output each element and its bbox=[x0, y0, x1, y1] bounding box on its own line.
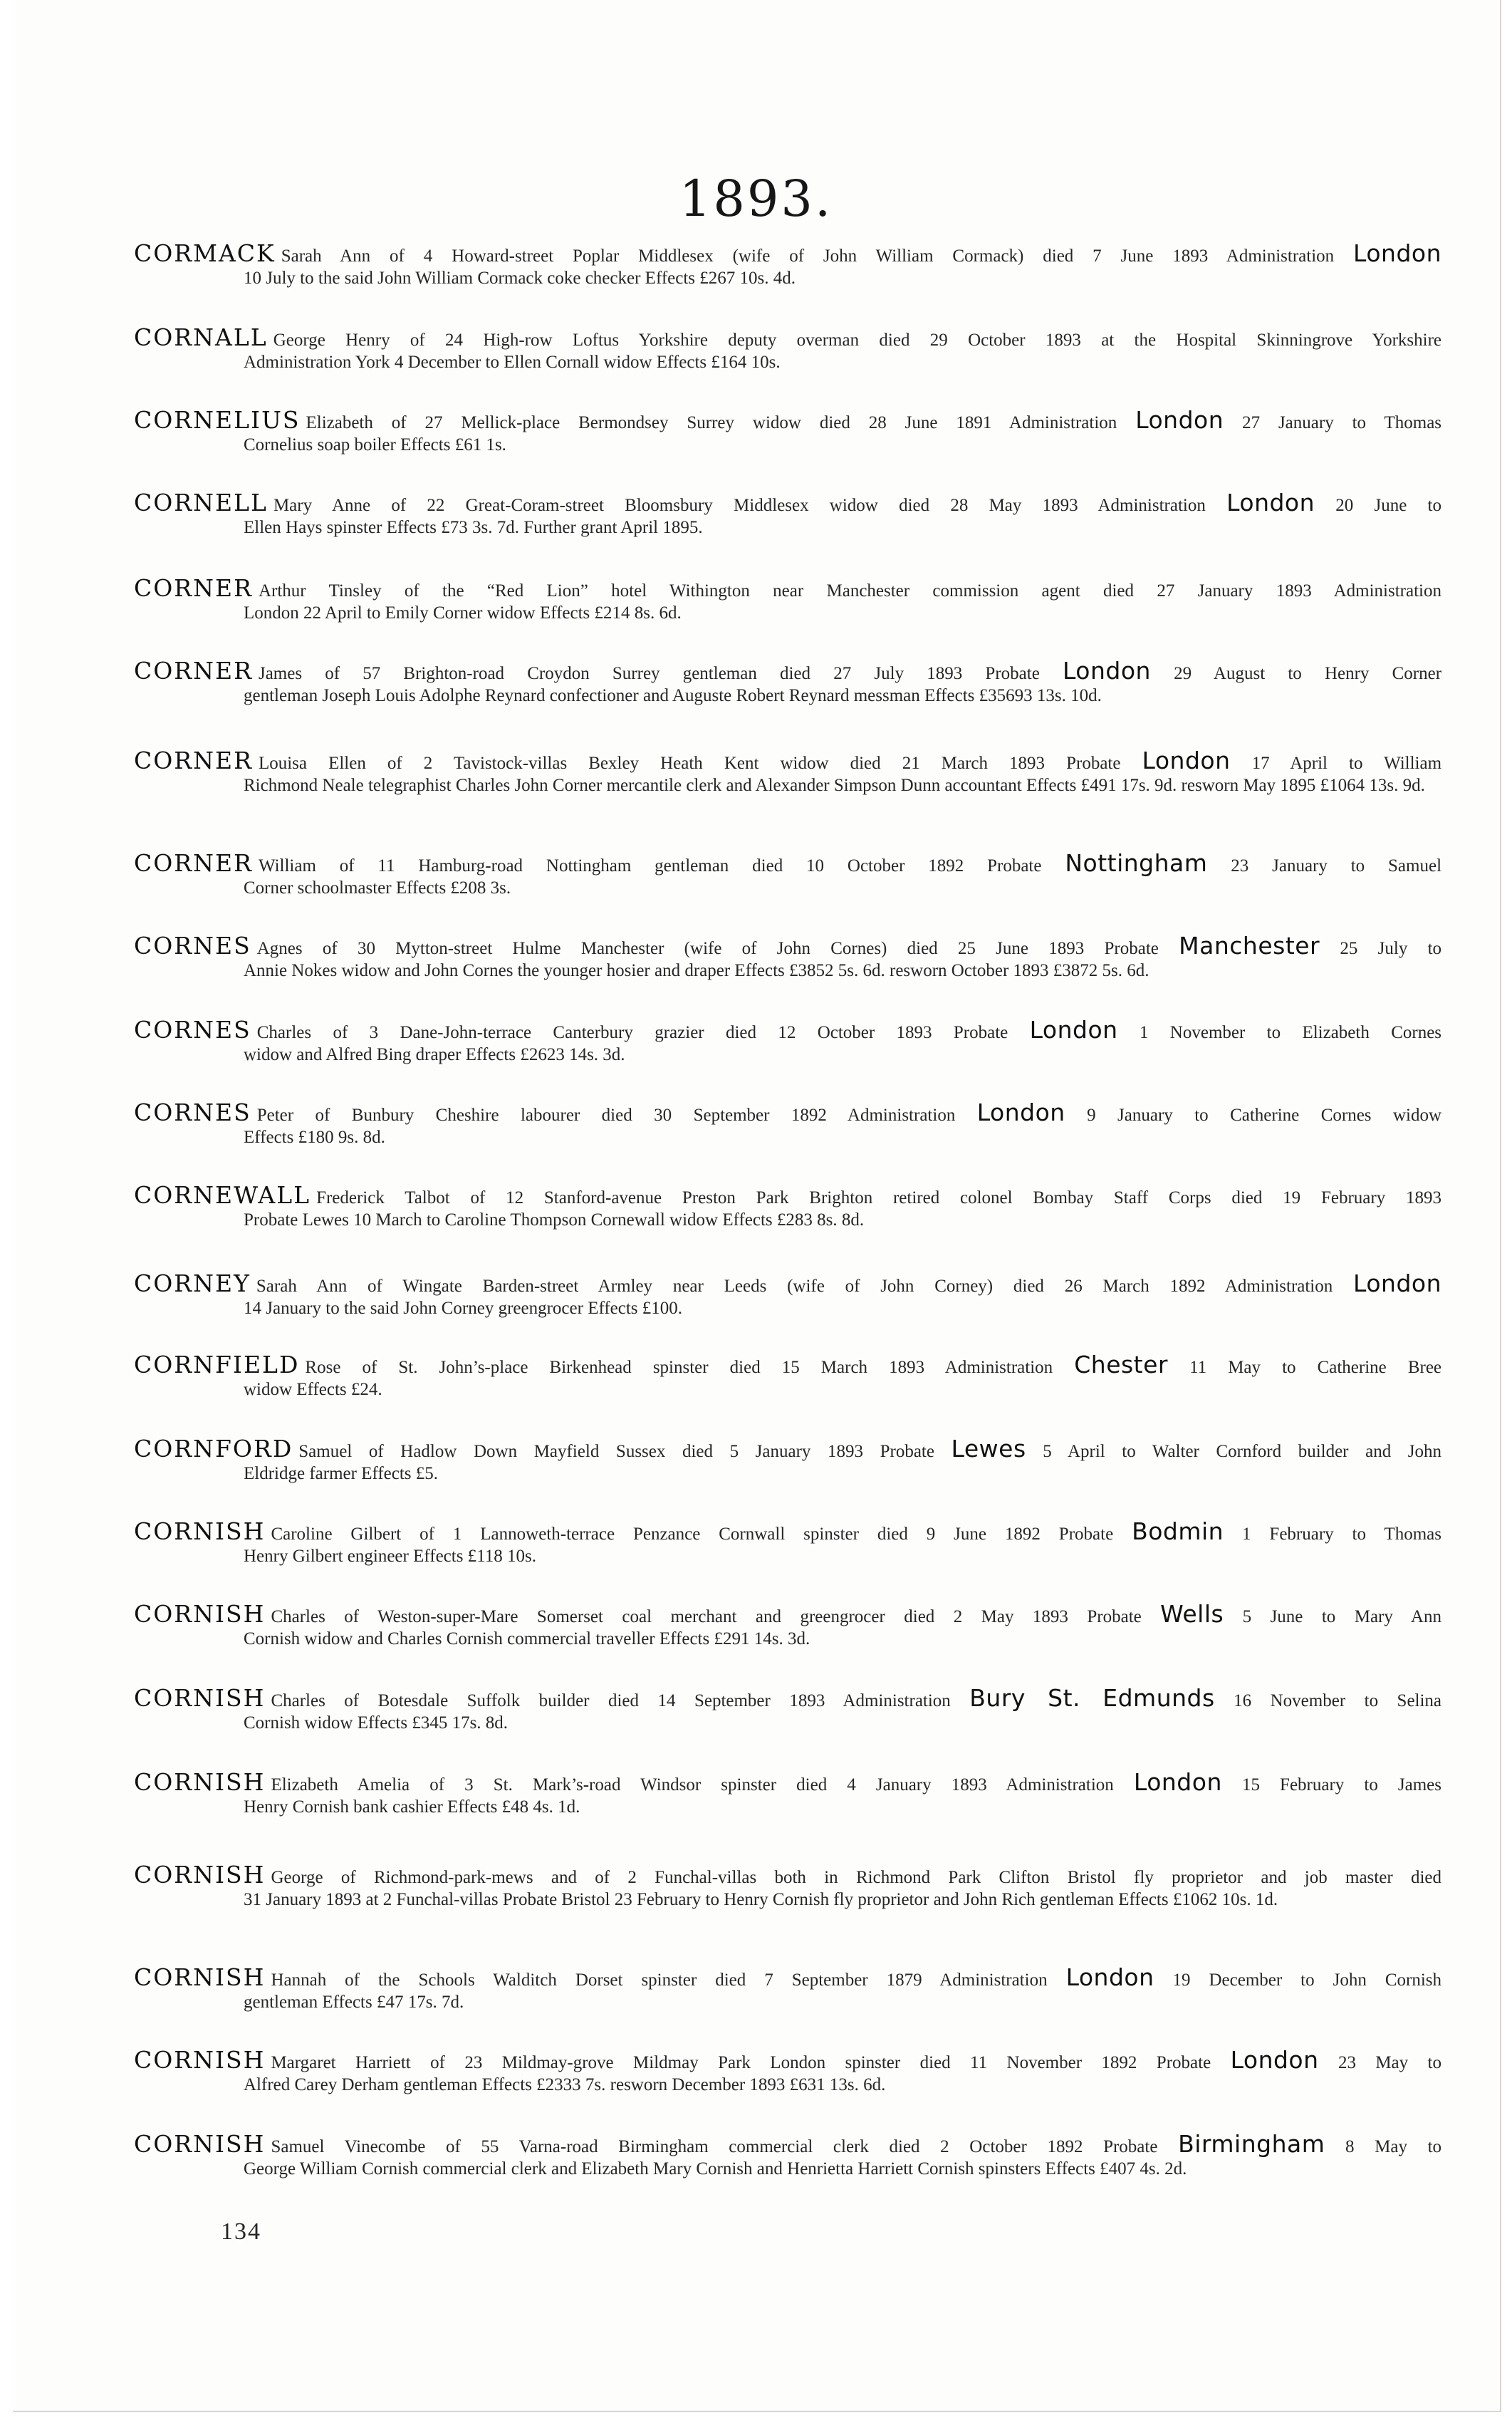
entry-text-continued: 23 January to Samuel bbox=[1231, 856, 1442, 876]
entry-first-line bbox=[134, 657, 1442, 685]
register-entry bbox=[134, 1181, 1441, 1231]
entry-text: Arthur Tinsley of the “Red Lion” hotel Withington near Manchester commission agent died 27 January 1893 Administration bbox=[258, 581, 1441, 601]
entry-surname: CORNELIUS bbox=[134, 406, 301, 434]
entry-registry-place: Chester bbox=[1074, 1351, 1168, 1378]
entry-surname: CORNISH bbox=[134, 2130, 266, 2158]
entry-first-line bbox=[134, 2130, 1442, 2158]
entry-text: Samuel Vinecombe of 55 Varna-road Birmingham commercial clerk died 2 October 1892 Probate bbox=[271, 2137, 1158, 2156]
entry-first-line bbox=[134, 1101, 1441, 1126]
entry-registry-place: London bbox=[1133, 1768, 1222, 1796]
entry-text-continued: 11 May to Catherine Bree bbox=[1189, 1358, 1442, 1377]
register-entry bbox=[134, 1101, 1441, 1148]
entry-registry-place: London bbox=[1142, 747, 1231, 774]
register-entry bbox=[134, 657, 1442, 707]
entry-text: Rose of St. John’s-place Birkenhead spinster died 15 March 1893 Administration bbox=[305, 1358, 1053, 1377]
entry-continuation: gentleman Joseph Louis Adolphe Reynard confectioner and Auguste Robert Reynard messman Effects £35693 13s. 10d. bbox=[244, 686, 1102, 705]
entry-text: Elizabeth Amelia of 3 St. Mark’s-road Windsor spinster died 4 January 1893 Administration bbox=[271, 1775, 1114, 1795]
entry-registry-place: London bbox=[1353, 1269, 1442, 1297]
register-entry bbox=[134, 849, 1442, 899]
entry-first-line bbox=[134, 1684, 1442, 1712]
register-entry bbox=[134, 1600, 1441, 1650]
entry-continuation: Cornish widow Effects £345 17s. 8d. bbox=[244, 1713, 509, 1733]
entry-surname: CORNISH bbox=[134, 1684, 266, 1712]
register-entry bbox=[134, 489, 1442, 539]
entry-registry-place: Lewes bbox=[951, 1435, 1026, 1463]
entry-surname: CORNISH bbox=[134, 2046, 266, 2074]
entry-surname: CORNISH bbox=[134, 1517, 266, 1545]
entry-text-continued: 16 November to Selina bbox=[1234, 1691, 1442, 1710]
entry-continuation: Administration York 4 December to Ellen Cornall widow Effects £164 10s. bbox=[244, 353, 781, 372]
entry-registry-place: London bbox=[1230, 2046, 1319, 2074]
entry-text: Elizabeth of 27 Mellick-place Bermondsey Surrey widow died 28 June 1891 Administration bbox=[306, 413, 1117, 432]
entry-text-continued: 23 May to bbox=[1338, 2053, 1441, 2072]
entry-first-line bbox=[134, 1963, 1441, 1991]
entry-continuation: widow Effects £24. bbox=[244, 1380, 382, 1399]
entry-surname: CORNISH bbox=[134, 1861, 266, 1889]
entry-continuation: Effects £180 9s. 8d. bbox=[244, 1128, 385, 1147]
entry-surname: CORNALL bbox=[134, 323, 268, 351]
entry-surname: CORNFIELD bbox=[134, 1351, 300, 1378]
register-entry bbox=[134, 323, 1441, 373]
entry-text-continued: 20 June to bbox=[1335, 496, 1442, 515]
entry-registry-place: Wells bbox=[1160, 1600, 1224, 1628]
entry-surname: CORNES bbox=[134, 1099, 251, 1126]
entry-first-line bbox=[134, 406, 1442, 434]
entry-first-line bbox=[134, 1016, 1442, 1044]
entry-text: Charles of Botesdale Suffolk builder died 14 September 1893 Administration bbox=[271, 1691, 951, 1710]
entry-continuation: widow and Alfred Bing draper Effects £2623 14s. 3d. bbox=[244, 1045, 625, 1064]
register-entry bbox=[134, 1351, 1442, 1401]
entry-text-continued: 5 April to Walter Cornford builder and John bbox=[1043, 1442, 1442, 1461]
entry-text: George Henry of 24 High-row Loftus Yorkshire deputy overman died 29 October 1893 at the Hospital Skinningrove Yorkshire bbox=[273, 331, 1441, 350]
entry-text-continued: 5 June to Mary Ann bbox=[1242, 1607, 1441, 1626]
entry-text-continued: 27 January to Thomas bbox=[1242, 413, 1442, 432]
entry-registry-place: London bbox=[1029, 1016, 1118, 1044]
entry-surname: CORNFORD bbox=[134, 1435, 293, 1463]
entry-text: Sarah Ann of 4 Howard-street Poplar Middlesex (wife of John William Cormack) died 7 June 1893 Administration bbox=[281, 246, 1335, 266]
entry-text: Peter of Bunbury Cheshire labourer died 30 September 1892 Administration bbox=[256, 1106, 956, 1125]
entry-registry-place: Manchester bbox=[1179, 932, 1320, 960]
entry-text: Margaret Harriett of 23 Mildmay-grove Mildmay Park London spinster died 11 November 1892 Probate bbox=[271, 2053, 1211, 2072]
entry-text: William of 11 Hamburg-road Nottingham gentleman died 10 October 1892 Probate bbox=[258, 856, 1042, 876]
entry-text-continued: 8 May to bbox=[1345, 2137, 1442, 2156]
entry-text: George of Richmond-park-mews and of 2 Funchal-villas both in Richmond Park Clifton Bristol fly proprietor and job master died bbox=[271, 1868, 1441, 1887]
entry-continuation: Cornelius soap boiler Effects £61 1s. bbox=[244, 435, 506, 455]
entry-first-line bbox=[134, 1768, 1442, 1796]
entry-text-continued: 1 February to Thomas bbox=[1242, 1525, 1441, 1544]
entry-continuation: Richmond Neale telegraphist Charles John Corner mercantile clerk and Alexander Simpson Dunn accountant Effects £491 17s. 9d. resworn May 1895 £1064 13s. 9d. bbox=[244, 776, 1425, 795]
register-entry bbox=[134, 1684, 1442, 1734]
entry-text-continued: 9 January to Catherine Cornes widow bbox=[1087, 1106, 1441, 1125]
entry-continuation: Annie Nokes widow and John Cornes the younger hosier and draper Effects £3852 5s. 6d. resworn October 1893 £3872 5s. 6d. bbox=[244, 961, 1149, 980]
entry-text-continued: 15 February to James bbox=[1241, 1775, 1442, 1795]
entry-first-line bbox=[134, 323, 1441, 351]
entry-surname: CORNEY bbox=[134, 1269, 251, 1297]
entry-first-line bbox=[134, 1517, 1441, 1545]
entry-text: Charles of Weston-super-Mare Somerset coal merchant and greengrocer died 2 May 1893 Probate bbox=[271, 1607, 1142, 1626]
register-entry bbox=[134, 1768, 1442, 1818]
entry-continuation: George William Cornish commercial clerk and Elizabeth Mary Cornish and Henrietta Harriett Cornish spinsters Effects £407 4s. 2d. bbox=[244, 2159, 1187, 2178]
page-number: 134 bbox=[221, 2218, 261, 2245]
entry-continuation: Ellen Hays spinster Effects £73 3s. 7d. Further grant April 1895. bbox=[244, 518, 703, 537]
entry-text-continued: 1 November to Elizabeth Cornes bbox=[1139, 1023, 1442, 1042]
entry-continuation: gentleman Effects £47 17s. 7d. bbox=[244, 1993, 464, 2012]
entry-continuation: Eldridge farmer Effects £5. bbox=[244, 1464, 439, 1483]
entry-continuation: 14 January to the said John Corney greengrocer Effects £100. bbox=[244, 1299, 683, 1318]
entry-first-line bbox=[134, 2046, 1441, 2074]
entry-first-line bbox=[134, 239, 1442, 267]
entry-text: Caroline Gilbert of 1 Lannoweth-terrace Penzance Cornwall spinster died 9 June 1892 Probate bbox=[271, 1525, 1114, 1544]
entry-registry-place: Bodmin bbox=[1132, 1517, 1224, 1545]
register-entry bbox=[134, 1861, 1441, 1911]
entry-registry-place: London bbox=[976, 1099, 1065, 1126]
register-entry bbox=[134, 932, 1442, 982]
entry-surname: CORNISH bbox=[134, 1768, 266, 1796]
entry-text: James of 57 Brighton-road Croydon Surrey gentleman died 27 July 1893 Probate bbox=[258, 664, 1040, 683]
entry-first-line bbox=[134, 849, 1442, 877]
entry-continuation: Alfred Carey Derham gentleman Effects £2333 7s. resworn December 1893 £631 13s. 6d. bbox=[244, 2075, 886, 2094]
entry-text: Mary Anne of 22 Great-Coram-street Bloomsbury Middlesex widow died 28 May 1893 Administration bbox=[273, 496, 1206, 515]
entry-first-line bbox=[134, 1435, 1442, 1463]
register-entry bbox=[134, 239, 1442, 289]
entry-continuation: 10 July to the said John William Cormack coke checker Effects £267 10s. 4d. bbox=[244, 269, 796, 288]
entry-text-continued: 19 December to John Cornish bbox=[1172, 1970, 1441, 1990]
entry-text-continued: 25 July to bbox=[1340, 939, 1442, 958]
register-entry bbox=[134, 2046, 1441, 2096]
entry-continuation: Cornish widow and Charles Cornish commercial traveller Effects £291 14s. 3d. bbox=[244, 1629, 810, 1648]
entry-first-line bbox=[134, 749, 1441, 774]
entry-text: Hannah of the Schools Walditch Dorset spinster died 7 September 1879 Administration bbox=[271, 1970, 1048, 1990]
entry-text: Samuel of Hadlow Down Mayfield Sussex died 5 January 1893 Probate bbox=[298, 1442, 934, 1461]
entry-first-line bbox=[134, 1600, 1441, 1628]
page-year-heading: 1893. bbox=[679, 170, 833, 228]
entry-first-line bbox=[134, 1269, 1442, 1297]
entry-continuation: 31 January 1893 at 2 Funchal-villas Probate Bristol 23 February to Henry Cornish fly proprietor and John Rich gentleman Effects £1062 10s. 1d. bbox=[244, 1890, 1278, 1909]
entry-text: Charles of 3 Dane-John-terrace Canterbury grazier died 12 October 1893 Probate bbox=[256, 1023, 1008, 1042]
entry-surname: CORNER bbox=[134, 574, 253, 602]
entry-first-line bbox=[134, 489, 1442, 516]
entry-registry-place: London bbox=[1065, 1963, 1154, 1991]
entry-first-line bbox=[134, 1181, 1441, 1209]
register-entry bbox=[134, 2130, 1442, 2180]
entry-text-continued: 29 August to Henry Corner bbox=[1174, 664, 1442, 683]
entry-text: Sarah Ann of Wingate Barden-street Armley near Leeds (wife of John Corney) died 26 March 1892 Administration bbox=[256, 1277, 1333, 1296]
entry-surname: CORNES bbox=[134, 932, 251, 960]
register-entry bbox=[134, 1963, 1441, 2013]
entry-registry-place: London bbox=[1226, 489, 1315, 516]
entry-text: Agnes of 30 Mytton-street Hulme Manchester (wife of John Cornes) died 25 June 1893 Probate bbox=[256, 939, 1159, 958]
entry-surname: CORNER bbox=[134, 747, 253, 774]
register-entry bbox=[134, 1517, 1441, 1567]
entry-registry-place: London bbox=[1062, 657, 1151, 685]
entry-registry-place: Nottingham bbox=[1065, 849, 1208, 877]
register-entry bbox=[134, 1016, 1442, 1066]
entry-registry-place: London bbox=[1353, 239, 1442, 267]
entry-continuation: Probate Lewes 10 March to Caroline Thompson Cornewall widow Effects £283 8s. 8d. bbox=[244, 1210, 865, 1230]
entry-continuation: Henry Cornish bank cashier Effects £48 4s. 1d. bbox=[244, 1797, 580, 1817]
entry-registry-place: London bbox=[1135, 406, 1224, 434]
entry-continuation: Henry Gilbert engineer Effects £118 10s. bbox=[244, 1547, 536, 1566]
entry-text: Frederick Talbot of 12 Stanford-avenue Preston Park Brighton retired colonel Bombay Staff Corps died 19 February 1893 bbox=[316, 1188, 1441, 1208]
register-entry bbox=[134, 574, 1441, 624]
register-entry bbox=[134, 1269, 1442, 1319]
entry-first-line bbox=[134, 932, 1442, 960]
entry-continuation: Corner schoolmaster Effects £208 3s. bbox=[244, 878, 511, 898]
entry-registry-place: Birmingham bbox=[1178, 2130, 1325, 2158]
entry-surname: CORNELL bbox=[134, 489, 268, 516]
entry-surname: CORNER bbox=[134, 657, 253, 685]
register-entry bbox=[134, 749, 1441, 796]
entry-text: Louisa Ellen of 2 Tavistock-villas Bexley Heath Kent widow died 21 March 1893 Probate bbox=[258, 754, 1121, 773]
entry-continuation: London 22 April to Emily Corner widow Effects £214 8s. 6d. bbox=[244, 603, 682, 623]
register-entry bbox=[134, 1435, 1442, 1485]
entry-registry-place: Bury St. Edmunds bbox=[969, 1684, 1215, 1712]
entry-surname: CORNISH bbox=[134, 1963, 266, 1991]
entry-first-line bbox=[134, 574, 1441, 602]
entry-surname: CORNISH bbox=[134, 1600, 266, 1628]
entry-surname: CORNEWALL bbox=[134, 1181, 311, 1209]
entry-surname: CORNER bbox=[134, 849, 253, 877]
entry-first-line bbox=[134, 1351, 1442, 1378]
entry-surname: CORNES bbox=[134, 1016, 251, 1044]
entry-first-line bbox=[134, 1861, 1441, 1889]
register-entry bbox=[134, 406, 1442, 456]
entry-text-continued: 17 April to William bbox=[1251, 754, 1442, 773]
entry-surname: CORMACK bbox=[134, 239, 276, 267]
